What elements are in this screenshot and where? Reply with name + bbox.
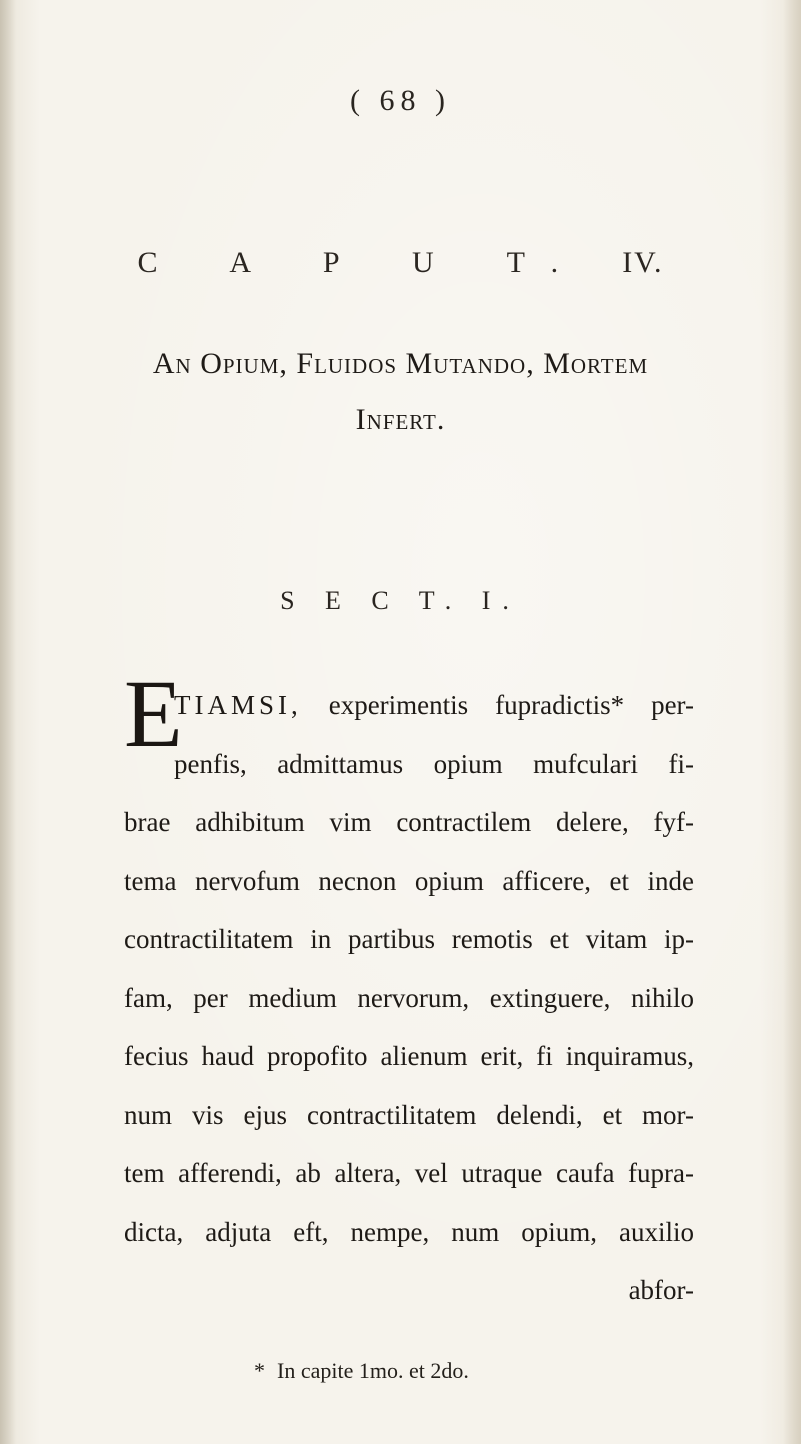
drop-cap: E	[124, 660, 183, 767]
page-gutter-shadow	[0, 0, 16, 1444]
text-line: dicta, adjuta eft, nempe, num opium, auxilio	[124, 1216, 694, 1247]
text-line: penfis, admittamus opium mufculari fi-	[174, 748, 694, 779]
chapter-heading	[0, 246, 801, 280]
chapter-title	[0, 336, 801, 448]
chapter-title-line-1: An Opium, Fluidos Mutando, Mortem	[152, 347, 649, 380]
text-line: brae adhibitum vim contractilem delere, fyf-	[124, 807, 694, 837]
text-line: fecius haud propofito alienum erit, fi inquiramus,	[124, 1041, 694, 1071]
section-heading: S E C T. I.	[280, 586, 521, 615]
footnote	[254, 1358, 469, 1384]
chapter-number: IV.	[622, 246, 664, 279]
footnote-mark: *	[254, 1358, 265, 1383]
text-line: num vis ejus contractilitatem delendi, et mor-	[124, 1099, 694, 1130]
text-line: fam, per medium nervorum, extinguere, nihilo	[124, 982, 694, 1013]
page-edge-shadow	[783, 0, 801, 1444]
text-line: tema nervofum necnon opium afficere, et inde	[124, 865, 694, 896]
catchword: abfor-	[628, 1275, 694, 1305]
chapter-title-line-2: Infert.	[355, 403, 446, 436]
text-line: contractilitatem in partibus remotis et vitam ip-	[124, 924, 694, 954]
chapter-label: C A P U T.	[137, 246, 587, 279]
first-line-capitals: TIAMSI,	[174, 690, 302, 720]
paragraph-first-line	[174, 676, 694, 735]
paragraph-body	[124, 735, 694, 1320]
first-line-text: experimentis fupradictis* per-	[328, 690, 694, 720]
page-number: ( 68 )	[350, 84, 451, 117]
text-line: tem afferendi, ab altera, vel utraque caufa fupra-	[124, 1158, 694, 1188]
footnote-text: In capite 1mo. et 2do.	[277, 1358, 469, 1383]
